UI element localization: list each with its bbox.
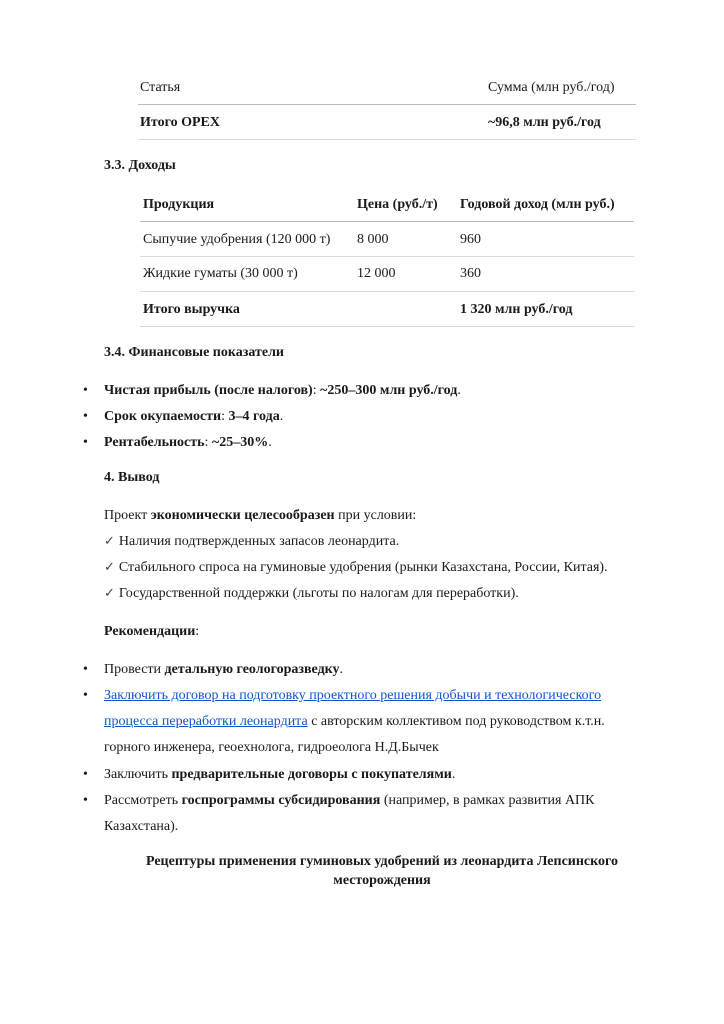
conclusion-heading: 4. Вывод: [104, 470, 160, 485]
revenue-row-annual: 360: [460, 266, 481, 281]
recommendations-heading: Рекомендации:: [104, 624, 200, 639]
bullet-dot: •: [83, 688, 88, 703]
opex-header-item: Статья: [140, 80, 181, 95]
recipes-title: Рецептуры применения гуминовых удобрений из леонардита Лепсинского месторождения: [145, 854, 619, 888]
opex-total-value: ~96,8 млн руб./год: [488, 115, 601, 130]
recommendation-text-line: горного инженера, геоехнолога, гидроеолога Н.Д.Бычек: [104, 740, 439, 755]
revenue-row-annual: 960: [460, 232, 481, 247]
revenue-total-label: Итого выручка: [143, 302, 240, 317]
recommendation-item: Провести детальную геологоразведку.: [104, 662, 344, 677]
opex-bottom-rule: [138, 139, 636, 140]
bullet-dot: •: [83, 409, 88, 424]
revenue-bottom-rule: [140, 326, 634, 327]
contract-link-continued[interactable]: процесса переработки леонардита: [104, 714, 308, 729]
revenue-total-value: 1 320 млн руб./год: [460, 302, 573, 317]
bullet-dot: •: [83, 383, 88, 398]
conclusion-check-item: ✓ Стабильного спроса на гуминовые удобрения (рынки Казахстана, России, Китая).: [104, 560, 608, 575]
revenue-row-price: 12 000: [357, 266, 396, 281]
check-mark-icon: ✓: [104, 586, 115, 601]
opex-total-label: Итого OPEX: [140, 115, 220, 130]
revenue-row-rule: [140, 291, 634, 292]
opex-header-rule: [138, 104, 636, 105]
recommendation-item: Заключить предварительные договоры с покупателями.: [104, 767, 456, 782]
revenue-row-price: 8 000: [357, 232, 389, 247]
recommendation-link-line: [104, 688, 601, 704]
finance-item: Чистая прибыль (после налогов): ~250–300 млн руб./год.: [104, 383, 461, 398]
check-mark-icon: ✓: [104, 560, 115, 575]
revenue-heading: 3.3. Доходы: [104, 158, 176, 173]
contract-link[interactable]: Заключить договор на подготовку проектного решения добычи и технологического: [104, 688, 602, 703]
finance-item: Срок окупаемости: 3–4 года.: [104, 409, 284, 424]
revenue-header-product: Продукция: [143, 197, 215, 212]
finance-item: Рентабельность: ~25–30%.: [104, 435, 272, 450]
conclusion-check-item: ✓ Наличия подтвержденных запасов леонардита.: [104, 534, 400, 549]
finance-heading: 3.4. Финансовые показатели: [104, 345, 284, 360]
bullet-dot: •: [83, 435, 88, 450]
bullet-dot: •: [83, 767, 88, 782]
recommendation-item: Рассмотреть госпрограммы субсидирования (например, в рамках развития АПК: [104, 793, 595, 808]
bullet-dot: •: [83, 793, 88, 808]
conclusion-intro: Проект экономически целесообразен при условии:: [104, 508, 417, 523]
recommendation-link-line: процесса переработки леонардита с авторским коллективом под руководством к.т.н.: [104, 714, 605, 729]
revenue-header-annual: Годовой доход (млн руб.): [460, 197, 615, 212]
bullet-dot: •: [83, 662, 88, 677]
revenue-row-product: Жидкие гуматы (30 000 т): [143, 266, 298, 281]
recommendation-text-line: Казахстана).: [104, 819, 179, 834]
revenue-header-price: Цена (руб./т): [357, 197, 438, 212]
conclusion-check-item: ✓ Государственной поддержки (льготы по налогам для переработки).: [104, 586, 519, 601]
revenue-row-rule: [140, 256, 634, 257]
revenue-row-product: Сыпучие удобрения (120 000 т): [143, 232, 331, 247]
check-mark-icon: ✓: [104, 534, 115, 549]
opex-header-sum: Сумма (млн руб./год): [488, 80, 615, 95]
revenue-header-rule: [140, 221, 634, 222]
